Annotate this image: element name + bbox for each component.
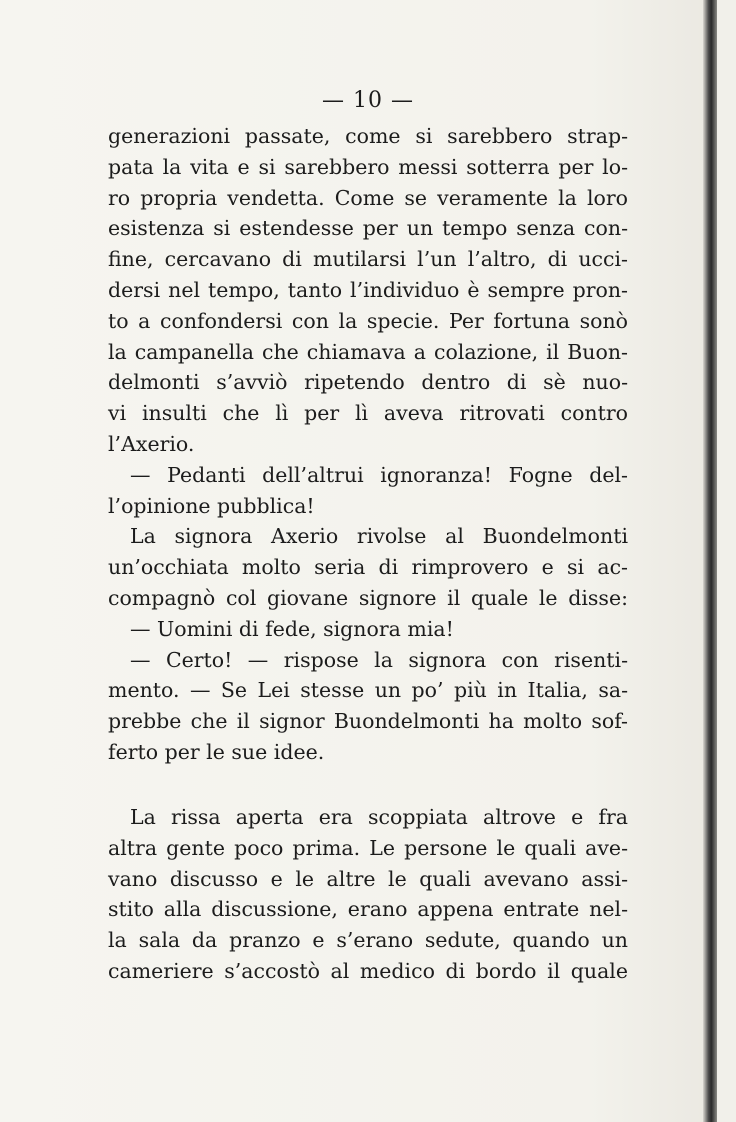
text-line: un’occhiata molto seria di rimprovero e si ac-	[108, 555, 628, 580]
text-line: ferto per le sue idee.	[108, 739, 325, 764]
text-line: La signora Axerio rivolse al Buondelmonti	[130, 524, 628, 549]
text-line: pata la vita e si sarebbero messi sotterra per lo-	[108, 154, 628, 179]
text-line: stito alla discussione, erano appena entrate nel-	[108, 897, 628, 922]
text-line: — Uomini di fede, signora mia!	[130, 616, 454, 641]
text-line: generazioni passate, come si sarebbero strap-	[108, 124, 628, 148]
text-line: esistenza si estendesse per un tempo senza con-	[108, 216, 628, 241]
text-line: altra gente poco prima. Le persone le quali ave-	[108, 835, 628, 860]
text-line: mento. — Se Lei stesse un po’ più in Italia, sa-	[108, 678, 628, 703]
page-edge-shadow	[703, 0, 717, 1122]
text-line: — Pedanti dell’altrui ignoranza! Fogne del-	[130, 462, 628, 487]
text-block-upper	[108, 121, 628, 768]
text-line: la sala da pranzo e s’erano sedute, quando un	[108, 928, 628, 953]
text-line: vi insulti che lì per lì aveva ritrovati contro	[108, 401, 628, 426]
page-margin-strip	[717, 0, 736, 1122]
text-line: to a confondersi con la specie. Per fortuna sonò	[108, 308, 628, 333]
text-line: La rissa aperta era scoppiata altrove e fra	[130, 805, 628, 829]
text-line: delmonti s’avviò ripetendo dentro di sè nuo-	[108, 370, 628, 395]
text-line: l’opinione pubblica!	[108, 493, 315, 518]
text-line: vano discusso e le altre le quali avevano assi-	[108, 866, 628, 891]
text-line: prebbe che il signor Buondelmonti ha molto sof-	[108, 709, 628, 734]
page-number: — 10 —	[322, 88, 414, 113]
text-line: fine, cercavano di mutilarsi l’un l’altro, di ucci-	[108, 247, 628, 272]
text-line: — Certo! — rispose la signora con risenti-	[130, 647, 628, 672]
text-block-lower	[108, 802, 628, 987]
text-line: l’Axerio.	[108, 431, 195, 456]
text-line: la campanella che chiamava a colazione, il Buon-	[108, 339, 628, 364]
text-line: dersi nel tempo, tanto l’individuo è sempre pron-	[108, 277, 628, 302]
text-line: cameriere s’accostò al medico di bordo il quale	[108, 958, 628, 983]
text-line: ro propria vendetta. Come se veramente la loro	[108, 185, 628, 210]
text-line: compagnò col giovane signore il quale le disse:	[108, 585, 628, 610]
